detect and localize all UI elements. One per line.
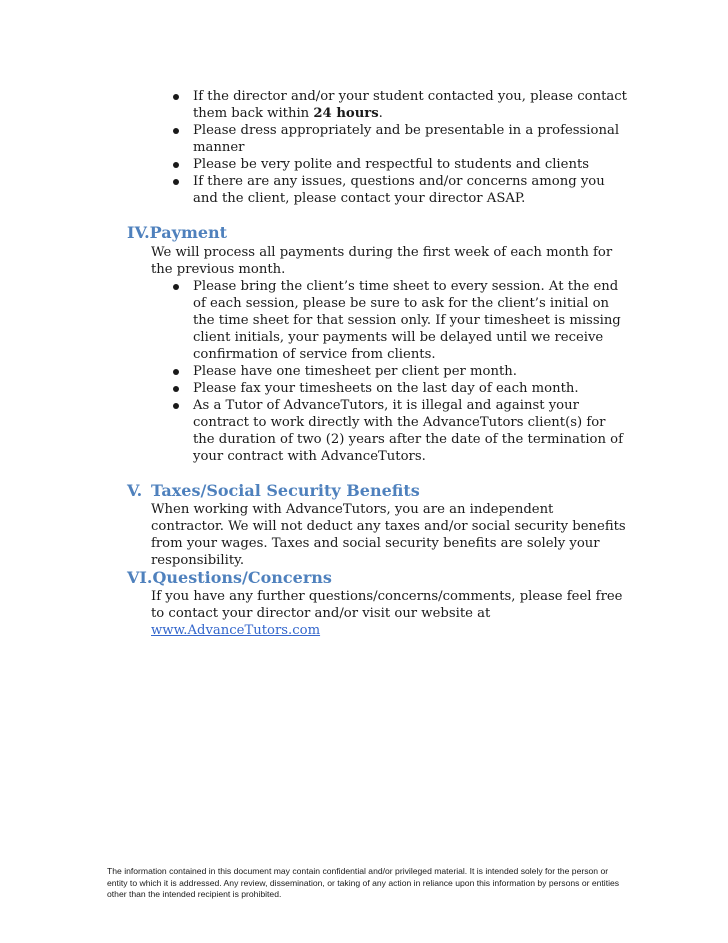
- bullet-icon: [173, 403, 179, 409]
- section-heading-questions: [127, 568, 332, 588]
- section-title: Questions/Concerns: [152, 568, 332, 587]
- section-title: Payment: [149, 223, 228, 242]
- list-item: [173, 88, 628, 122]
- questions-body: [151, 588, 626, 639]
- payment-intro: We will process all payments during the first week of each month for the previous month.: [151, 245, 613, 277]
- section-heading-payment: [127, 223, 227, 243]
- section-number: VI.: [127, 568, 153, 587]
- bullet-icon: [173, 162, 179, 168]
- conduct-bullet-list: [173, 88, 628, 207]
- payment-bullet-list: [173, 278, 628, 465]
- list-item: [173, 363, 628, 380]
- bullet-text: Please have one timesheet per client per month.: [193, 364, 517, 379]
- bullet-text: Please bring the client’s time sheet to every session. At the end of each session, please be sure to ask for the client’s initial on the time sheet for that session only. If your timesheet is missing client initials, your payments will be delayed until we receive confirmation of service from clients.: [193, 279, 621, 362]
- list-item: [173, 156, 628, 173]
- bullet-text: If there are any issues, questions and/or concerns among you and the client, please contact your director ASAP.: [193, 174, 605, 206]
- bullet-icon: [173, 284, 179, 290]
- confidentiality-footer: The information contained in this document may contain confidential and/or privileged material. It is intended solely for the person or entity to which it is addressed. Any review, dissemination, or taking of any action in reliance upon this information by persons or entities other than the intended recipient is prohibited.: [107, 866, 620, 899]
- bullet-text: Please fax your timesheets on the last day of each month.: [193, 381, 579, 396]
- bullet-bold-text: 24 hours: [313, 106, 379, 121]
- section-title: Taxes/Social Security Benefits: [151, 481, 420, 500]
- bullet-icon: [173, 386, 179, 392]
- list-item: [173, 173, 628, 207]
- questions-text: If you have any further questions/concerns/comments, please feel free to contact your director and/or visit our website at: [151, 589, 623, 621]
- bullet-text: .: [378, 106, 383, 121]
- bullet-icon: [173, 94, 179, 100]
- section-number: IV.: [127, 223, 150, 242]
- list-item: [173, 380, 628, 397]
- bullet-text: Please dress appropriately and be presentable in a professional manner: [193, 123, 620, 155]
- bullet-text: If the director and/or your student contacted you, please contact them back within: [193, 89, 627, 121]
- bullet-text: As a Tutor of AdvanceTutors, it is illegal and against your contract to work directly with the AdvanceTutors client(s) for the duration of two (2) years after the date of the termination of your contract with AdvanceTutors.: [193, 398, 623, 464]
- section-heading-taxes: [127, 481, 420, 501]
- taxes-body: When working with AdvanceTutors, you are an independent contractor. We will not deduct any taxes and/or social security benefits from your wages. Taxes and social security benefits are solely your responsibility.: [151, 502, 626, 568]
- website-link[interactable]: www.AdvanceTutors.com: [151, 623, 321, 638]
- bullet-icon: [173, 179, 179, 185]
- bullet-icon: [173, 128, 179, 134]
- list-item: [173, 278, 628, 363]
- section-number: V.: [127, 481, 143, 500]
- bullet-icon: [173, 369, 179, 375]
- list-item: [173, 397, 628, 465]
- bullet-text: Please be very polite and respectful to students and clients: [193, 157, 590, 172]
- list-item: [173, 122, 628, 156]
